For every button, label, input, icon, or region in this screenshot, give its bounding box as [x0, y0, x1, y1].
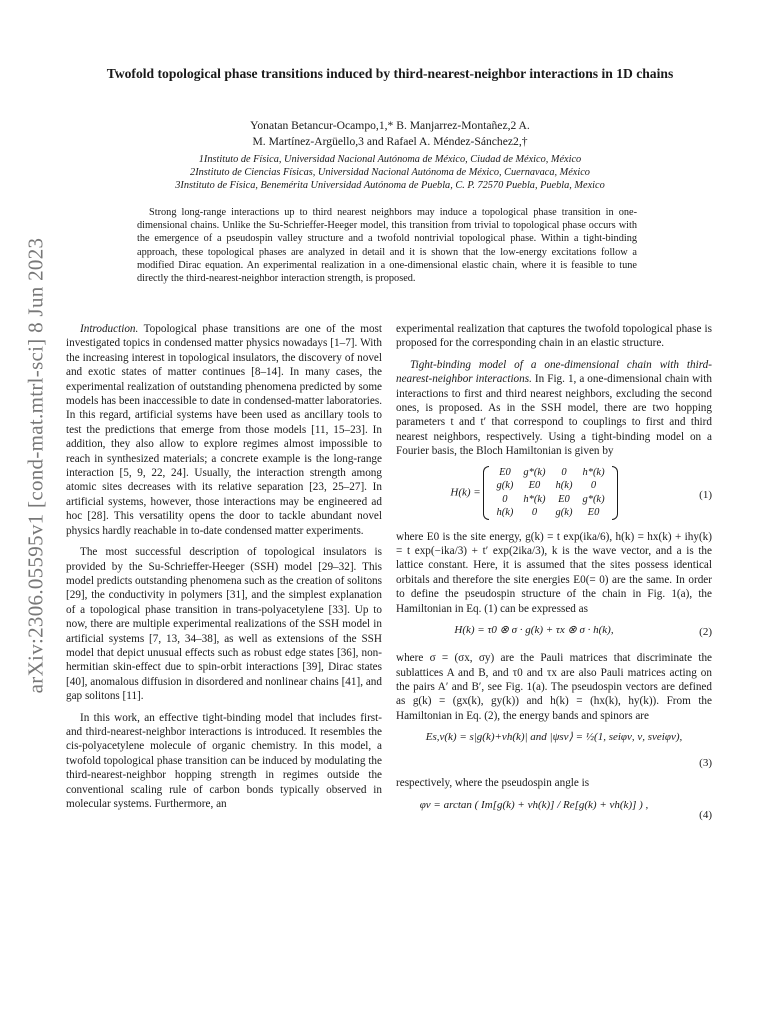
matrix-cell: h(k) [555, 480, 573, 492]
tight-binding-paragraph [396, 358, 712, 459]
pseudospin-angle-paragraph: respectively, where the pseudospin angle is [396, 777, 590, 790]
equation-4-number: (4) [699, 808, 712, 821]
matrix-cell: 0 [502, 493, 508, 505]
affiliation-1: 1Instituto de Física, Universidad Nacional Autónoma de México, Ciudad de México, México [198, 154, 582, 165]
arxiv-identifier [22, 237, 50, 693]
authors-line-2: M. Martínez-Argüello,3 and Rafael A. Méndez-Sánchez2,† [252, 135, 528, 148]
section-lead-introduction: Introduction. [80, 323, 139, 335]
matrix-cell: 0 [561, 466, 567, 478]
matrix-cell: h(k) [496, 507, 514, 519]
hamiltonian-matrix [483, 466, 617, 520]
continuation-paragraph: experimental realization that captures the twofold topological phase is proposed for the corresponding chain in an elastic structure. [396, 323, 712, 350]
ssh-paragraph: The most successful description of topological insulators is provided by the Su-Schrieffer-Heeger (SSH) model [29–32]. This model predicts outstanding phenomena such as the creation of solitons [29], the conductivity in polymers [31], and the simplest explanation of a topological phase transition in trans-polyacetylene [33]. Up to now, there are multiple experimental realizations of the SSH model in artificial systems [7, 13, 34–38], as well as extensions of the SSH model that depict unusual effects such as robust edge states [36], non-hermitian skin-effect due to spin-orbit interactions [39], Dirac states [40], anomalous diffusion in disordered and nonlinear chains [41], and gap solitons [11]. [66, 546, 382, 703]
matrix-cell: E0 [499, 466, 511, 478]
matrix-cell: g(k) [555, 507, 573, 519]
equation-2 [396, 623, 712, 645]
matrix-cell: E0 [528, 480, 541, 492]
equation-2-body: H(k) = τ0 ⊗ σ · g(k) + τx ⊗ σ · h(k), [454, 624, 614, 637]
intro-text: Topological phase transitions are one of the most investigated topics in condensed matter physics nowadays [1–7]. With the increasing interest in topological insulators, the discovery of novel and exotic states of matter continues [8–14]. In many cases, the experimental realization of outstanding phenomena predicted by some models has been inaccessible to date in condensed-matter laboratories. In this regard, artificial systems have been used as ancillary tools to test the predictions that emerge from those models [11, 15–23]. In addition, they also allow to explore regimes almost impossible to reach in synthesized materials; a concrete example is the long-range interaction [5, 9, 22, 24]. Usually, the interaction strength among atomic sites decreases with its relative separation [23, 25–27]. In artificial systems, however, those interactions may be engineered ad hoc [28]. This versatility opens the door to tackle abundant novel physics hardly reachable in to-date condensed matter experiments. [66, 323, 382, 537]
equation-3 [396, 730, 712, 770]
equation-3-body: Es,ν(k) = s|g(k)+νh(k)| and |ψsν⟩ = ½(1, seiφν, ν, sνeiφν), [425, 731, 683, 744]
left-column [66, 322, 382, 818]
matrix-cell: E0 [587, 507, 600, 519]
site-energy-paragraph: where E0 is the site energy, g(k) = t exp(ika/6), h(k) = hx(k) + ihy(k) = t exp(−ika/3) + t′ exp(2ika/3), k is the wave vector, and a is the lattice constant. Here, it is assumed that the sites possess identical orbitals and therefore the site energies E0(= 0) are the same. In order to define the pseudospin structure of the chain in Fig. 1(a), the Hamiltonian in Eq. (1) can be expressed as [396, 530, 712, 615]
section-lead-tight-binding: Tight-binding model of a one-dimensional chain with third-nearest-neighbor interactions. [396, 358, 712, 386]
this-work-paragraph: In this work, an effective tight-binding model that includes first- and third-nearest-neighbor interactions is introduced. It resembles the cis-polyacetylene molecule of organic chemistry. In this model, a twofold topological phase transition can be induced by modulating the third-nearest-neighbor hopping strength in regimes outside the conventional scaling rule of carbon bonds typically observed in molecular systems. Furthermore, an [66, 711, 382, 810]
equation-1-lhs: H(k) = [450, 486, 481, 499]
matrix-cell: h*(k) [582, 466, 605, 478]
equation-4 [396, 798, 712, 832]
matrix-cell: h*(k) [523, 493, 546, 505]
equation-1 [396, 466, 712, 524]
right-column [396, 322, 712, 838]
affiliations [80, 153, 700, 192]
intro-paragraph [66, 322, 382, 538]
tight-binding-text: In Fig. 1, a one-dimensional chain with interactions to first and third nearest neighbors, excluding the second ones, is proposed. As in the SSH model, there are two hopping parameters t and t′ that correspond to couplings to first and third nearest neighbors, respectively. Using a tight-binding model on a Fourier basis, the Bloch Hamiltonian is given by [396, 373, 712, 458]
matrix-cell: g*(k) [582, 493, 605, 505]
pauli-paragraph: where σ = (σx, σy) are the Pauli matrices that discriminate the sublattices A and B, and τ0 and τx are also Pauli matrices acting on the pairs A′ and B′, see Fig. 1(a). The pseudospin vectors are defined as g(k) = (gx(k), gy(k)) and h(k) = (hx(k), hy(k)). From the Hamiltonian in Eq. (2), the energy bands and spinors are [396, 652, 712, 722]
matrix-cell: g(k) [496, 480, 514, 492]
equation-2-number: (2) [699, 626, 712, 639]
abstract: Strong long-range interactions up to third nearest neighbors may induce a topological phase transition in one-dimensional chains. Unlike the Su-Schrieffer-Heeger model, this transition from trivial to topological phase occurs with the emergence of a pseudospin valley structure and a twofold nontrivial topological phase. Within a tight-binding approach, these topological phases are analyzed in detail and it is shown that the low-energy excitations follow a modified Dirac equation. An experimental realization in a one-dimensional elastic chain, where it is feasible to tune directly the third-nearest-neighbor interaction strength, is proposed. [137, 207, 637, 285]
matrix-cell: E0 [558, 493, 570, 505]
affiliation-3: 3Instituto de Física, Benemérita Universidad Autónoma de Puebla, C. P. 72570 Puebla, Puebla, Mexico [175, 180, 605, 191]
equation-4-body: φν = arctan ( Im[g(k) + νh(k)] / Re[g(k) + νh(k)] ) , [419, 798, 649, 811]
arxiv-identifier-text: arXiv:2306.05595v1 [cond-mat.mtrl-sci] 8 Jun 2023 [23, 237, 48, 693]
authors-line-1: Yonatan Betancur-Ocampo,1,* B. Manjarrez-Montañez,2 A. [250, 119, 530, 132]
matrix-cell: 0 [531, 507, 538, 519]
affiliation-2: 2Instituto de Ciencias Físicas, Universidad Nacional Autónoma de México, Cuernavaca, México [190, 167, 590, 178]
paper-title: Twofold topological phase transitions induced by third-nearest-neighbor interactions in 1D chains [106, 66, 674, 81]
matrix-cell: 0 [590, 480, 597, 492]
equation-1-number: (1) [699, 488, 712, 501]
equation-3-number: (3) [699, 757, 712, 770]
matrix-cell: g*(k) [523, 466, 546, 478]
author-list [150, 118, 630, 150]
